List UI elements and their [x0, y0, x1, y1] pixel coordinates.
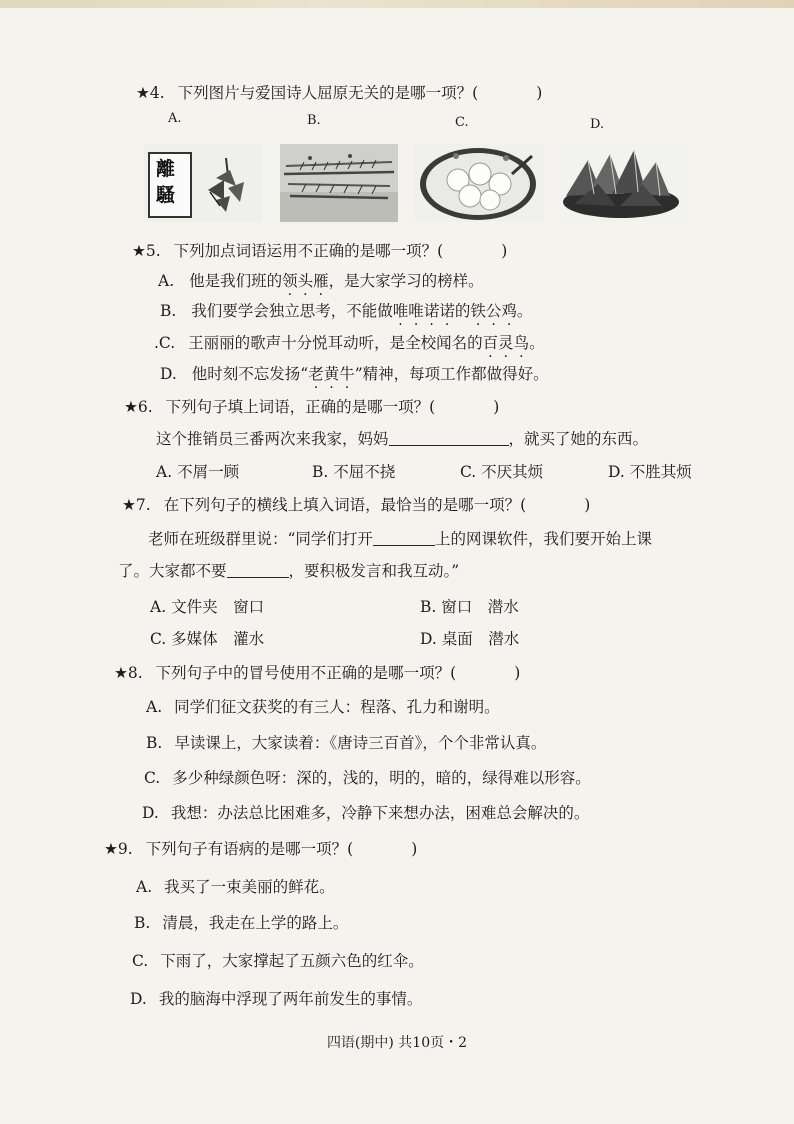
dotted-char: 雁 [313, 272, 329, 290]
dotted-char: 老 [308, 365, 324, 383]
dotted-char: 鸡 [501, 302, 517, 320]
question-4-paren: ) [536, 84, 543, 102]
q8-option-b: B. 早读课上，大家读着：《唐诗三百首》，个个非常认真。 [146, 734, 547, 752]
answer-blank[interactable] [227, 561, 289, 578]
q6-option-a: A. 不屑一顾 [156, 463, 240, 481]
dotted-char: 唯 [392, 302, 409, 320]
answer-blank[interactable] [389, 429, 509, 446]
question-4-text: 下列图片与爱国诗人屈原无关的是哪一项？( [177, 84, 479, 102]
q6-option-c: C. 不厌其烦 [460, 463, 544, 481]
q7-option-b: B. 窗口 潜水 [420, 598, 519, 616]
question-4 [136, 82, 542, 104]
q7-option-c: C. 多媒体 灌水 [150, 630, 265, 648]
question-5-text: 下列加点词语运用不正确的是哪一项？( [173, 242, 444, 260]
q8-option-d: D. 我想：办法总比困难多，冷静下来想办法，困难总会解决的。 [142, 804, 590, 822]
book-title: 離騷 [156, 158, 176, 206]
zongzi-pile-icon [558, 144, 684, 222]
option-text: 他是我们班的领头雁，是大家学习的榜样。 [189, 272, 484, 290]
question-5-paren: ) [501, 242, 508, 260]
question-5-number: ★5. [132, 242, 161, 260]
dotted-char: 鸟 [513, 334, 530, 352]
question-7-paren: ) [584, 496, 591, 514]
dotted-char: 公 [485, 302, 502, 320]
option-label: B. [160, 302, 177, 320]
question-6-paren: ) [493, 398, 500, 416]
question-9-number: ★9. [104, 840, 133, 858]
dotted-char: 唯 [408, 302, 424, 320]
option-text: 我们要学会独立思考，不能做唯唯诺诺的铁公鸡。 [191, 302, 533, 320]
dotted-char: 头 [297, 272, 314, 290]
answer-blank[interactable] [373, 529, 435, 546]
q6-option-d: D. 不胜其烦 [608, 463, 692, 481]
dotted-char: 诺 [439, 302, 455, 320]
question-8-text: 下列句子中的冒号使用不正确的是哪一项？( [155, 664, 457, 682]
option-label: D. [160, 365, 177, 383]
question-9-text: 下列句子有语病的是哪一项？( [145, 840, 354, 858]
question-9 [104, 838, 417, 860]
q9-option-a: A. 我买了一束美丽的鲜花。 [136, 878, 335, 896]
q8-option-c: C. 多少种绿颜色呀：深的，浅的，明的，暗的，绿得难以形容。 [144, 769, 591, 787]
q9-option-b: B. 清晨，我走在上学的路上。 [134, 914, 349, 932]
dotted-char: 灵 [498, 334, 514, 352]
dotted-char: 诺 [423, 302, 440, 320]
page-footer: 四语(期中) 共10页・2 [326, 1035, 468, 1051]
zongzi-bundle-icon [190, 150, 260, 220]
option-a-label: A. [168, 111, 182, 126]
question-6-text: 下列句子填上词语，正确的是哪一项？( [165, 398, 436, 416]
option-b-label: B. [307, 113, 321, 128]
q5-option-c [154, 332, 545, 354]
option-b-image [280, 144, 398, 222]
q7-option-d: D. 桌面 潜水 [420, 630, 520, 648]
dotted-char: 牛 [339, 365, 355, 383]
scan-edge [0, 0, 794, 8]
option-label: .C. [154, 334, 176, 352]
option-text: 王丽丽的歌声十分悦耳动听，是全校闻名的百灵鸟。 [188, 334, 545, 352]
q9-option-d: D. 我的脑海中浮现了两年前发生的事情。 [130, 990, 423, 1008]
q7-option-a: A. 文件夹 窗口 [150, 598, 265, 616]
dragon-boat-icon [280, 144, 398, 222]
q5-option-d [160, 363, 549, 385]
dotted-char: 百 [482, 334, 499, 352]
question-8-paren: ) [514, 664, 521, 682]
question-7-text: 在下列句子的横线上填入词语，最恰当的是哪一项？( [163, 496, 527, 514]
option-label: A. [158, 272, 175, 290]
option-d-image [558, 144, 684, 222]
question-7-line-2: 了。大家都不要 ，要积极发言和我互动。” [118, 562, 460, 580]
q5-option-a [158, 270, 484, 292]
question-7-number: ★7. [122, 496, 151, 514]
option-d-label: D. [590, 117, 605, 132]
question-7-line-1: 老师在班级群里说：“同学们打开 上的网课软件，我们要开始上课 [148, 530, 652, 548]
question-6 [124, 396, 499, 418]
q8-option-a: A. 同学们征文获奖的有三人：程落、孔力和谢明。 [146, 698, 500, 716]
question-6-sentence: 这个推销员三番两次来我家，妈妈 ，就买了她的东西。 [156, 430, 649, 448]
dotted-char: 领 [282, 272, 298, 290]
option-a-image [144, 144, 262, 222]
question-7 [122, 494, 590, 516]
dotted-char: 铁 [470, 302, 486, 320]
option-c-image [414, 144, 544, 222]
option-c-label: C. [455, 115, 469, 130]
q5-option-b [160, 300, 532, 322]
question-9-paren: ) [411, 840, 418, 858]
q9-option-c: C. 下雨了，大家撑起了五颜六色的红伞。 [132, 952, 424, 970]
q6-option-b: B. 不屈不挠 [312, 463, 396, 481]
tangyuan-bowl-icon [414, 144, 544, 222]
question-5 [132, 240, 507, 262]
question-6-number: ★6. [124, 398, 153, 416]
question-4-number: ★4. [136, 84, 165, 102]
dotted-char: 黄 [323, 365, 340, 383]
question-8-number: ★8. [114, 664, 143, 682]
question-8 [114, 662, 520, 684]
option-text: 他时刻不忘发扬“老黄牛”精神，每项工作都做得好。 [191, 365, 549, 383]
